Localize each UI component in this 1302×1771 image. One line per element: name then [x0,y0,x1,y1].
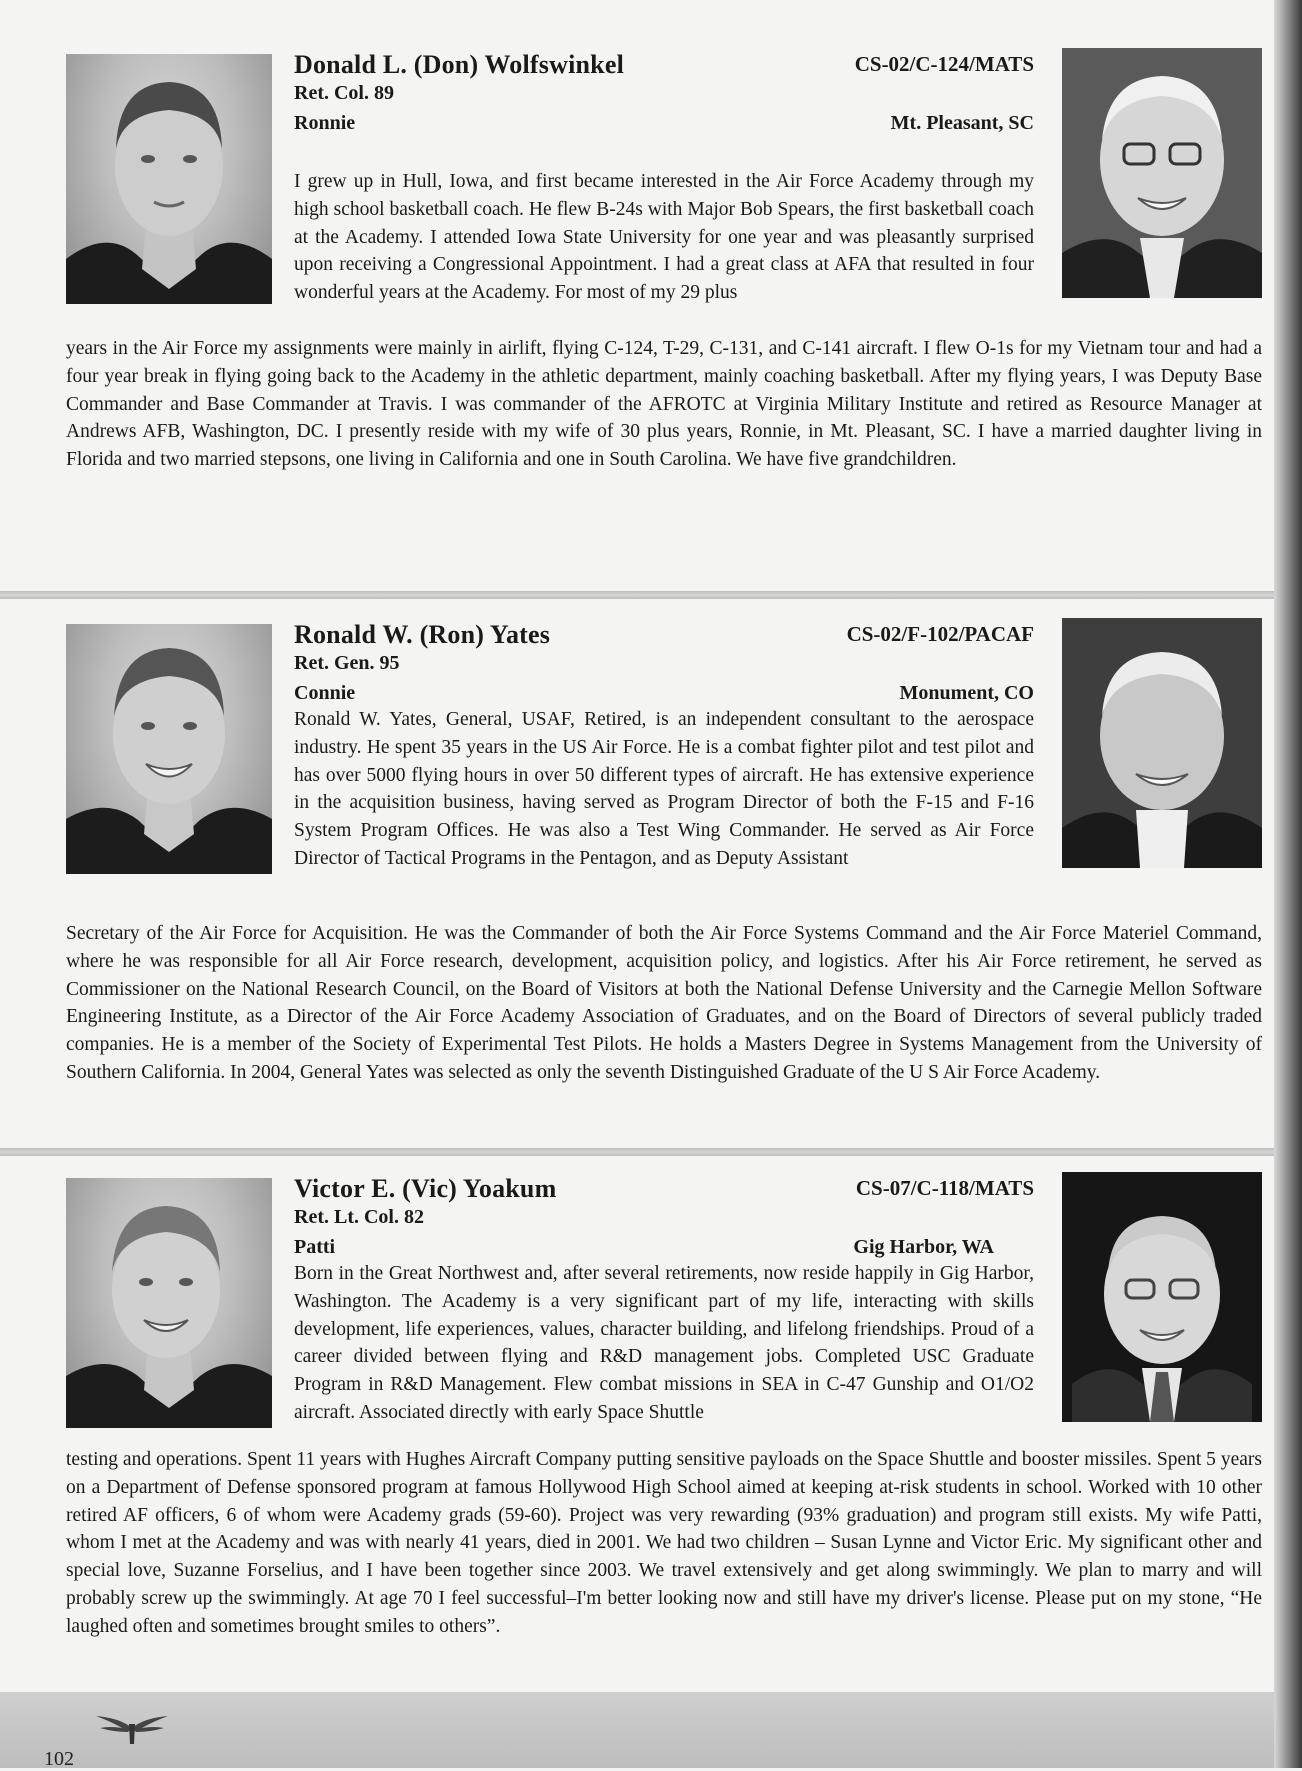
current-photo [1062,1172,1262,1422]
wings-logo-icon [92,1708,172,1748]
bio-entry-yates [0,620,1274,1140]
book-spine-shadow [1274,0,1302,1768]
spouse-name: Ronnie [294,112,356,134]
squadron-code: CS-02/F-102/PACAF [846,622,1034,646]
section-divider [0,591,1274,599]
current-photo [1062,618,1262,868]
location: Monument, CO [899,682,1034,704]
retirement-rank: Ret. Gen. 95 [294,652,400,674]
spouse-name: Patti [294,1236,336,1258]
bio-entry-wolfswinkel [0,50,1274,580]
cadet-photo [66,1178,272,1428]
cadet-photo [66,624,272,874]
section-divider [0,1148,1274,1156]
squadron-code: CS-07/C-118/MATS [855,1176,1034,1200]
person-name: Ronald W. (Ron) Yates [294,620,551,649]
squadron-code: CS-02/C-124/MATS [854,52,1034,76]
cadet-photo [66,54,272,304]
location: Mt. Pleasant, SC [890,112,1034,134]
bio-text-intro: I grew up in Hull, Iowa, and first became interested in the Air Force Academy through my high school basketball coach. He flew B-24s with Major Bob Spears, the first basketball coach at the Academy. I attended Iowa State University for one year and was pleasantly surprised upon receiving a Congressional Appointment. I had a great class at AFA that resulted in four wonderful years at the Academy. For most of my 29 plus [294,171,1034,304]
location: Gig Harbor, WA [853,1236,994,1258]
bio-text-intro: Born in the Great Northwest and, after several retirements, now reside happily in Gig Harbor, Washington. The Academy is a very significant part of my life, interacting with skills development, life experiences, values, character building, and lifelong friendships. Proud of a career divided between flying and R&D management jobs. Completed USC Graduate Program in R&D Management. Flew combat missions in SEA in C-47 Gunship and O1/O2 aircraft. Associated directly with early Space Shuttle [294,1263,1034,1423]
bio-text-body: testing and operations. Spent 11 years with Hughes Aircraft Company putting sensitive payloads on the Space Shuttle and booster missiles. Spent 5 years on a Department of Defense sponsored program at famous Hollywood High School aimed at keeping at-risk students in school. Worked with 10 other retired AF officers, 6 of whom were Academy grads (59-60). Project was very rewarding (93% graduation) and program still exists. My wife Patti, whom I met at the Academy and was with nearly 41 years, died in 2001. We had two children – Susan Lynne and Victor Eric. My significant other and special love, Suzanne Forselius, and I have been together since 2003. We travel extensively and get along swimmingly. We plan to marry and will probably screw up the swimmingly. At age 70 I feel successful–I'm better looking now and still have my driver's license. Please put on my stone, “He laughed often and sometimes brought smiles to others”. [66,1449,1262,1637]
person-name: Victor E. (Vic) Yoakum [294,1174,557,1203]
page-number: 102 [44,1748,74,1770]
page-footer-band [0,1692,1274,1768]
spouse-name: Connie [294,682,356,704]
person-name: Donald L. (Don) Wolfswinkel [294,50,624,79]
bio-entry-yoakum [0,1174,1274,1674]
bio-text-body: Secretary of the Air Force for Acquisition. He was the Commander of both the Air Force Systems Command and the Air Force Materiel Command, where he was responsible for all Air Force research, development, acquisition policy, and logistics. After his Air Force retirement, he served as Commissioner on the National Research Council, on the Board of Visitors at both the National Defense University and the Carnegie Mellon Software Engineering Institute, as a Director of the Air Force Academy Association of Graduates, and on the Board of Directors of several publicly traded companies. He is a member of the Society of Experimental Test Pilots. He holds a Masters Degree in Systems Management from the University of Southern California. In 2004, General Yates was selected as only the seventh Distinguished Graduate of the U S Air Force Academy. [66,923,1262,1083]
bio-text-intro: Ronald W. Yates, General, USAF, Retired, is an independent consultant to the aerospace industry. He spent 35 years in the US Air Force. He is a combat fighter pilot and test pilot and has over 5000 flying hours in over 50 different types of aircraft. He has extensive experience in the acquisition business, having served as Program Director of both the F-15 and F-16 System Program Offices. He was also a Test Wing Commander. He served as Air Force Director of Tactical Programs in the Pentagon, and as Deputy Assistant [294,709,1034,869]
bio-text-body: years in the Air Force my assignments were mainly in airlift, flying C-124, T-29, C-131, and C-141 aircraft. I flew O-1s for my Vietnam tour and had a four year break in flying going back to the Academy in the athletic department, mainly coaching basketball. After my flying years, I was Deputy Base Commander and Base Commander at Travis. I was commander of the AFROTC at Virginia Military Institute and retired as Resource Manager at Andrews AFB, Washington, DC. I presently reside with my wife of 30 plus years, Ronnie, in Mt. Pleasant, SC. I have a married daughter living in Florida and two married stepsons, one living in California and one in South Carolina. We have five grandchildren. [66,338,1262,471]
retirement-rank: Ret. Col. 89 [294,82,394,104]
current-photo [1062,48,1262,298]
retirement-rank: Ret. Lt. Col. 82 [294,1206,424,1228]
